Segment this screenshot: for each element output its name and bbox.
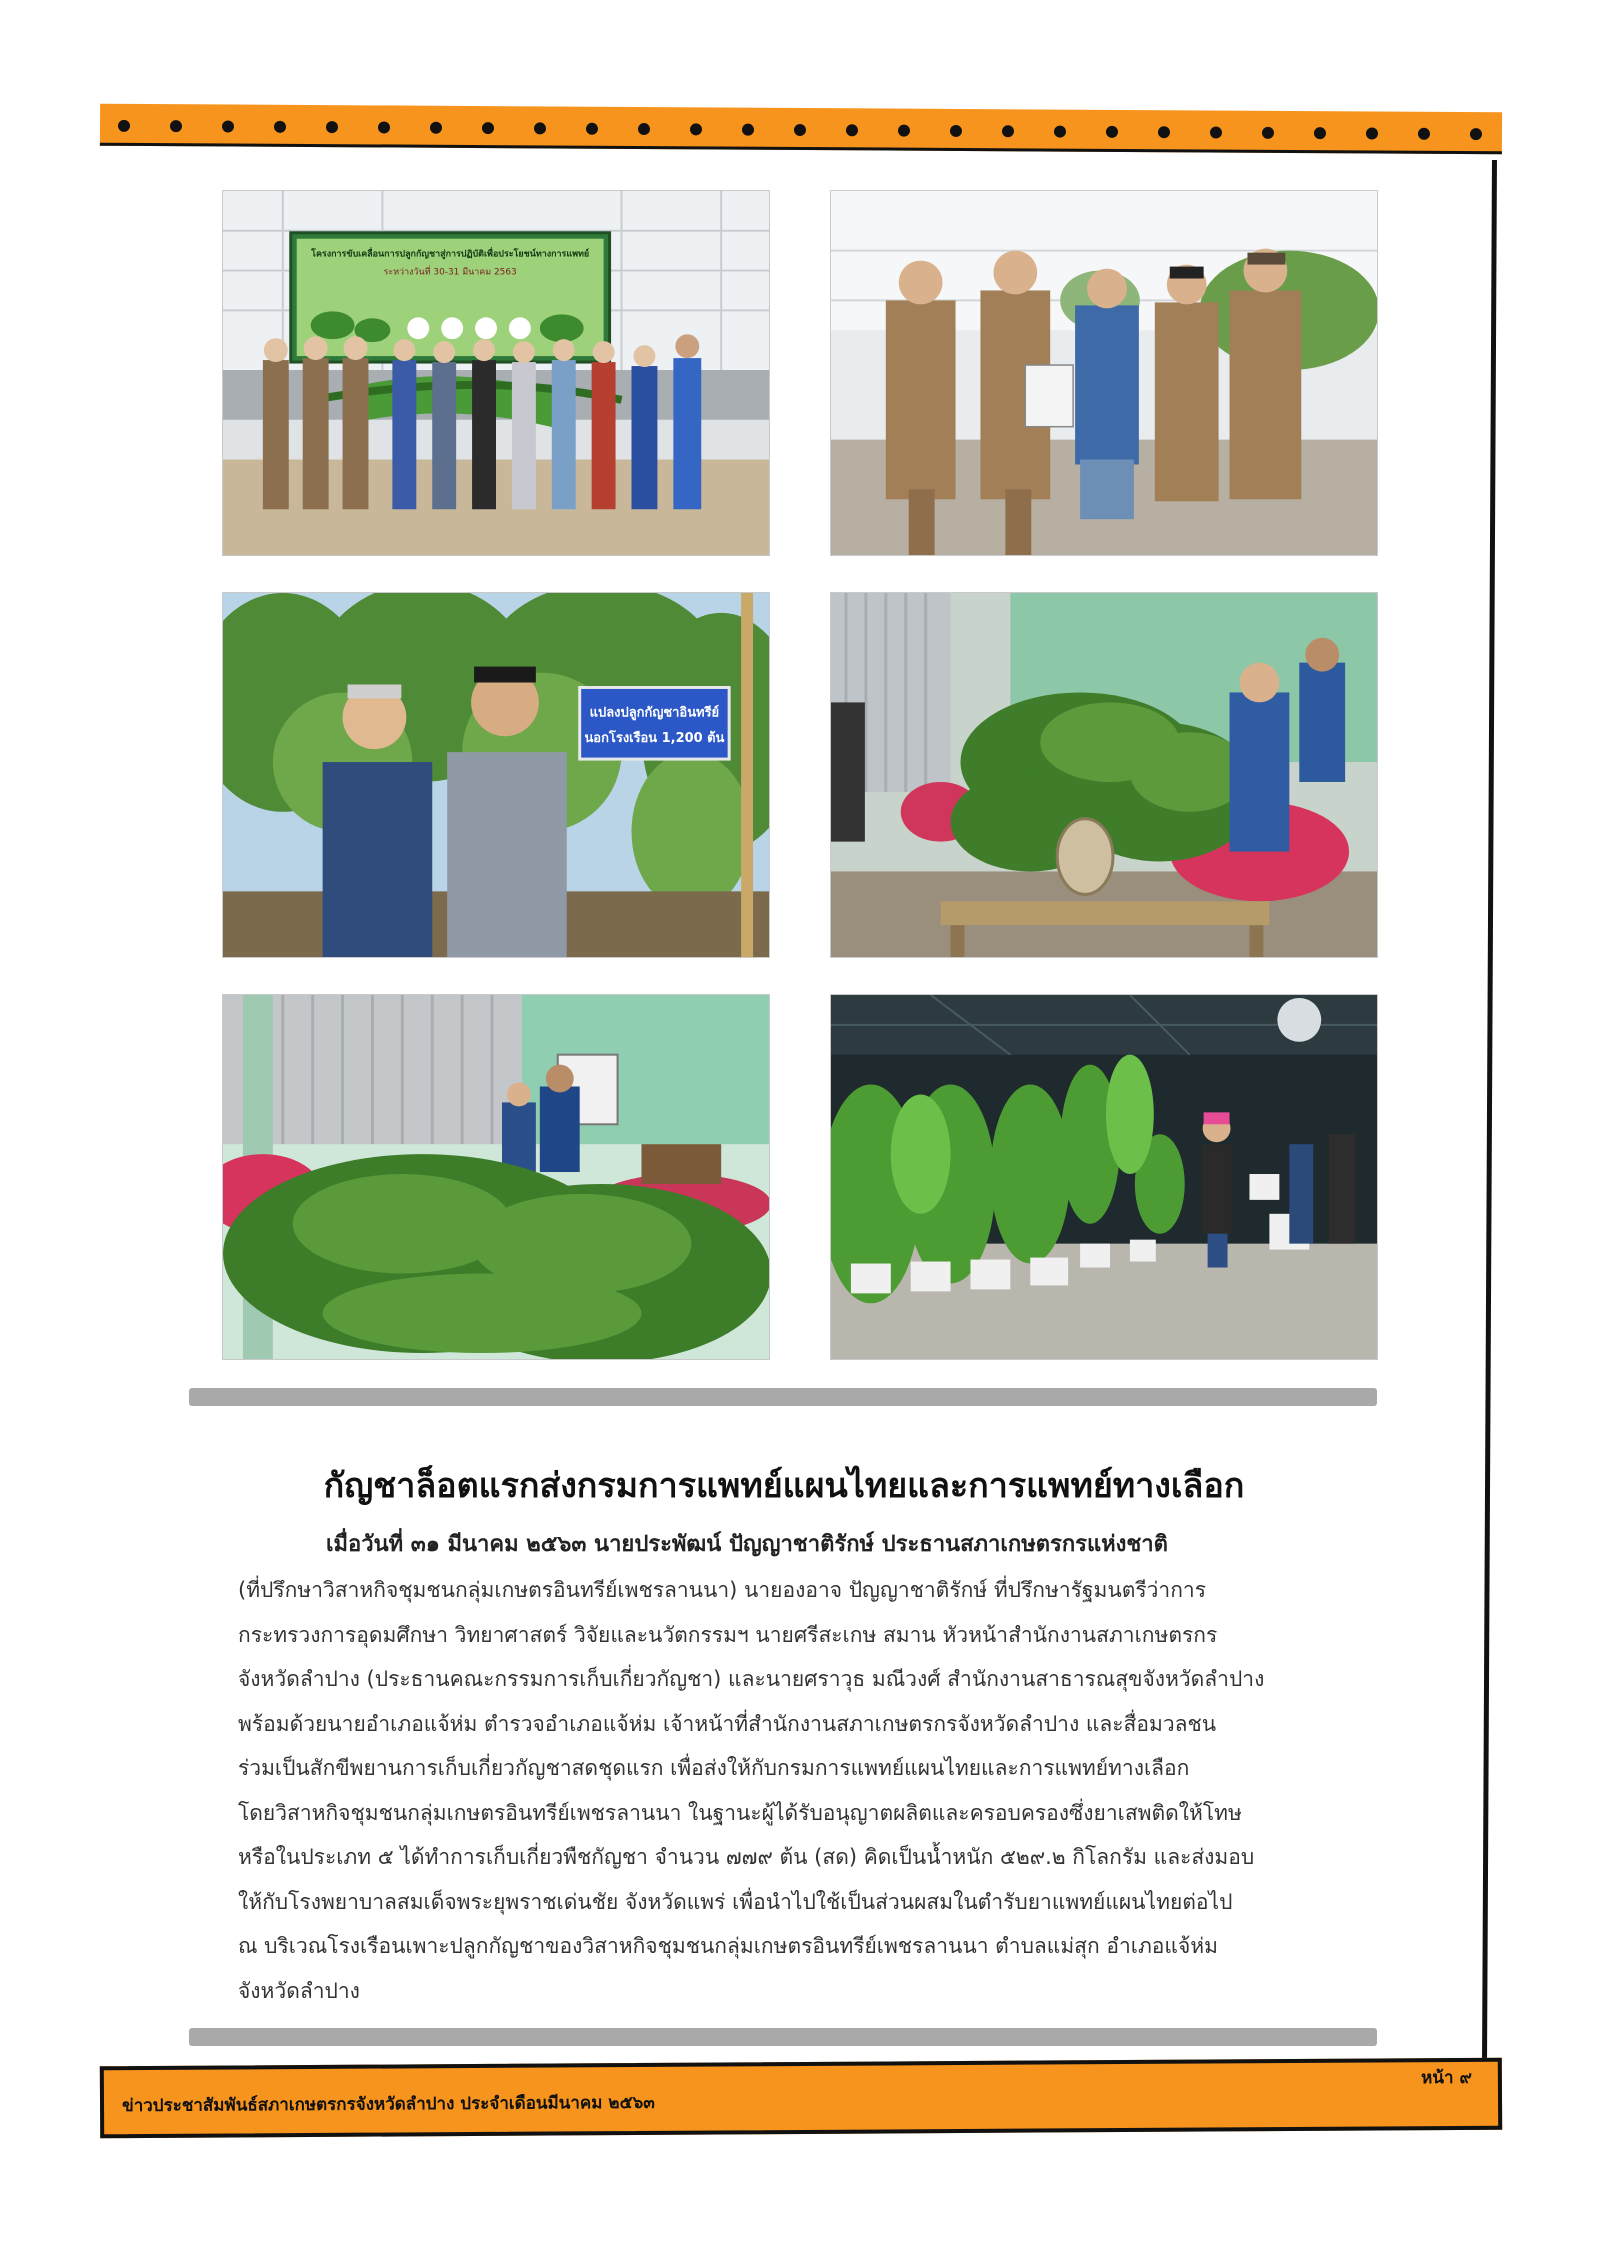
footer-publication: ข่าวประชาสัมพันธ์สภาเกษตรกรจังหวัดลำปาง ประจำเดือนมีนาคม ๒๕๖๓ bbox=[121, 2092, 655, 2117]
photo-outdoor-plot-sign bbox=[222, 592, 770, 958]
banner-dot bbox=[1418, 128, 1430, 140]
article-line: ให้กับโรงพยาบาลสมเด็จพระยุพราชเด่นชัย จังหวัดแพร่ เพื่อนำไปใช้เป็นส่วนผสมในตำรับยาแพทย์แผนไทยต่อไป bbox=[238, 1889, 1233, 1914]
banner-dot bbox=[118, 120, 130, 132]
photo-group-greenhouse-banner bbox=[222, 190, 770, 556]
banner-dot bbox=[742, 124, 754, 136]
banner-dot bbox=[794, 124, 806, 136]
banner-dot bbox=[1314, 127, 1326, 139]
banner-dot bbox=[222, 120, 234, 132]
banner-dot bbox=[1106, 126, 1118, 138]
separator-bottom bbox=[189, 2028, 1377, 2046]
banner-dot bbox=[1470, 128, 1482, 140]
banner-dot bbox=[1158, 126, 1170, 138]
article-headline: กัญชาล็อตแรกส่งกรมการแพทย์แผนไทยและการแพทย์ทางเลือก bbox=[323, 1466, 1245, 1506]
top-dotted-banner bbox=[100, 104, 1502, 155]
photo-indoor-grow-night bbox=[830, 994, 1378, 1360]
page-number: หน้า ๙ bbox=[1421, 2067, 1472, 2089]
banner-dot bbox=[274, 121, 286, 133]
banner-dot bbox=[482, 122, 494, 134]
banner-dot bbox=[638, 123, 650, 135]
article-line: พร้อมด้วยนายอำเภอแจ้ห่ม ตำรวจอำเภอแจ้ห่ม เจ้าหน้าที่สำนักงานสภาเกษตรกรจังหวัดลำปาง และสื่อมวลชน bbox=[238, 1711, 1217, 1736]
article-line: จังหวัดลำปาง bbox=[238, 1978, 360, 2003]
banner-dot bbox=[1002, 125, 1014, 137]
banner-dot bbox=[1054, 126, 1066, 138]
banner-dots bbox=[100, 104, 1502, 152]
photo3-sign-line2: นอกโรงเรือน 1,200 ต้น bbox=[584, 731, 725, 747]
banner-dot bbox=[170, 120, 182, 132]
banner-dot bbox=[898, 125, 910, 137]
article-lead: เมื่อวันที่ ๓๑ มีนาคม ๒๕๖๓ นายประพัฒน์ ปัญญาชาติรักษ์ ประธานสภาเกษตรกรแห่งชาติ bbox=[326, 1532, 1168, 1557]
banner-dot bbox=[1262, 127, 1274, 139]
separator-top bbox=[189, 1388, 1377, 1406]
banner-dot bbox=[378, 121, 390, 133]
banner-dot bbox=[430, 122, 442, 134]
banner-dot bbox=[1366, 127, 1378, 139]
banner-dot bbox=[586, 123, 598, 135]
banner-dot bbox=[950, 125, 962, 137]
banner-dot bbox=[690, 123, 702, 135]
banner-dot bbox=[846, 124, 858, 136]
right-frame-line bbox=[1482, 160, 1497, 2060]
photo-officers-document bbox=[830, 190, 1378, 556]
banner-dot bbox=[1210, 126, 1222, 138]
article-line: ณ บริเวณโรงเรือนเพาะปลูกกัญชาของวิสาหกิจชุมชนกลุ่มเกษตรอินทรีย์เพชรลานนา ตำบลแม่สุก อำเภอแจ้ห่ม bbox=[238, 1934, 1218, 1958]
article-line: โดยวิสาหกิจชุมชนกลุ่มเกษตรอินทรีย์เพชรลานนา ในฐานะผู้ได้รับอนุญาตผลิตและครอบครองซึ่งยาเสพติดให้โทษ bbox=[238, 1800, 1242, 1825]
photo1-banner-line1: โครงการขับเคลื่อนการปลูกกัญชาสู่การปฏิบัติเพื่อประโยชน์ทางการแพทย์ bbox=[311, 249, 590, 260]
article-line: จังหวัดลำปาง (ประธานคณะกรรมการเก็บเกี่ยวกัญชา) และนายศราวุธ มณีวงศ์ สำนักงานสาธารณสุขจังหวัดลำปาง bbox=[238, 1667, 1265, 1691]
footer-bar bbox=[100, 2058, 1502, 2139]
banner-dot bbox=[534, 122, 546, 134]
article-line: (ที่ปรึกษาวิสาหกิจชุมชนกลุ่มเกษตรอินทรีย์เพชรลานนา) นายองอาจ ปัญญาชาติรักษ์ ที่ปรึกษารัฐมนตรีว่าการ bbox=[238, 1578, 1206, 1602]
photo-harvest-piles bbox=[222, 994, 770, 1360]
photo1-banner-line2: ระหว่างวันที่ 30-31 มีนาคม 2563 bbox=[383, 267, 517, 278]
article-body bbox=[238, 1568, 1388, 2013]
article-line: หรือในประเภท ๕ ได้ทำการเก็บเกี่ยวพืชกัญชา จำนวน ๗๗๙ ต้น (สด) คิดเป็นน้ำหนัก ๕๒๙.๒ กิโลกรัม และส่งมอบ bbox=[238, 1845, 1255, 1869]
banner-dot bbox=[326, 121, 338, 133]
article-line: ร่วมเป็นสักขีพยานการเก็บเกี่ยวกัญชาสดชุดแรก เพื่อส่งให้กับกรมการแพทย์แผนไทยและการแพทย์ทางเลือก bbox=[238, 1756, 1190, 1780]
photo-weighing-harvest bbox=[830, 592, 1378, 958]
article-line: กระทรวงการอุดมศึกษา วิทยาศาสตร์ วิจัยและนวัตกรรมฯ นายศรีสะเกษ สมาน หัวหน้าสำนักงานสภาเกษตรกร bbox=[238, 1622, 1218, 1647]
photo3-sign-line1: แปลงปลูกกัญชาอินทรีย์ bbox=[589, 705, 720, 721]
